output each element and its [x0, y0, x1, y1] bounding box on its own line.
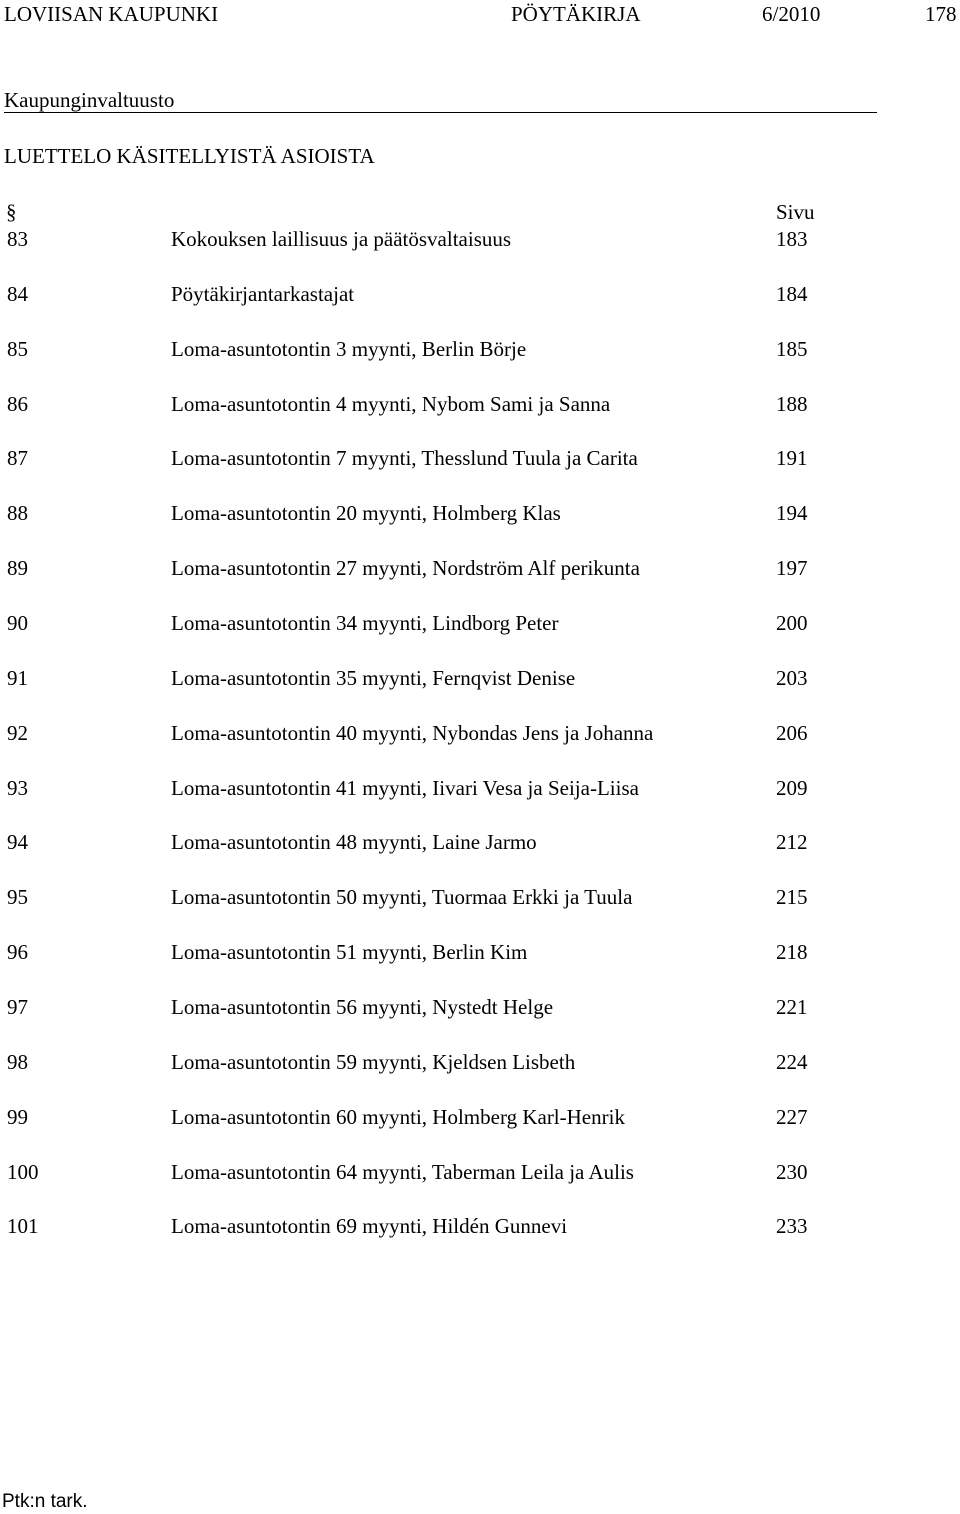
item-title: Loma-asuntotontin 60 myynti, Holmberg Karl-Henrik	[171, 1104, 625, 1129]
item-title: Loma-asuntotontin 40 myynti, Nybondas Jens ja Johanna	[171, 720, 654, 745]
item-number: 92	[7, 720, 28, 745]
header-meeting-number: 6/2010	[762, 2, 821, 26]
header-document-type: PÖYTÄKIRJA	[511, 2, 641, 26]
item-page: 227	[776, 1104, 808, 1129]
list-item	[0, 229, 960, 284]
item-number: 100	[7, 1159, 39, 1184]
item-number: 96	[7, 940, 28, 965]
item-page: 191	[776, 446, 808, 471]
item-page: 209	[776, 775, 808, 800]
list-item	[0, 1049, 960, 1107]
item-page: 221	[776, 995, 808, 1020]
item-title: Loma-asuntotontin 50 myynti, Tuormaa Erkki ja Tuula	[171, 885, 633, 910]
item-title: Loma-asuntotontin 3 myynti, Berlin Börje	[171, 336, 527, 361]
item-page: 200	[776, 611, 808, 636]
item-title: Loma-asuntotontin 41 myynti, Iivari Vesa ja Seija-Liisa	[171, 775, 639, 800]
item-title: Loma-asuntotontin 51 myynti, Berlin Kim	[171, 940, 528, 965]
list-item	[0, 997, 960, 1052]
list-item	[0, 558, 960, 613]
item-title: Loma-asuntotontin 56 myynti, Nystedt Helge	[171, 995, 554, 1020]
item-title: Loma-asuntotontin 34 myynti, Lindborg Peter	[171, 611, 559, 636]
item-number: 97	[7, 995, 28, 1020]
list-item	[0, 503, 960, 558]
list-item	[0, 336, 960, 394]
list-item	[0, 665, 960, 723]
header-page-number: 178	[925, 2, 957, 26]
list-item	[0, 1216, 960, 1271]
item-number: 101	[7, 1214, 39, 1239]
item-page: 185	[776, 336, 808, 361]
list-item	[0, 832, 960, 887]
item-number: 94	[7, 830, 28, 855]
list-item	[0, 391, 960, 449]
body-name: Kaupunginvaltuusto	[4, 88, 175, 112]
item-page: 233	[776, 1214, 808, 1239]
item-page: 218	[776, 940, 808, 965]
item-page: 184	[776, 281, 808, 306]
item-list	[0, 229, 960, 1271]
item-page: 188	[776, 391, 808, 416]
item-page: 194	[776, 501, 808, 526]
item-number: 99	[7, 1104, 28, 1129]
page-column-header: Sivu	[776, 200, 815, 224]
item-number: 90	[7, 611, 28, 636]
list-item	[0, 448, 960, 503]
item-number: 87	[7, 446, 28, 471]
item-page: 212	[776, 830, 808, 855]
item-number: 83	[7, 227, 28, 251]
header-organization: LOVIISAN KAUPUNKI	[4, 2, 219, 26]
item-title: Loma-asuntotontin 59 myynti, Kjeldsen Lisbeth	[171, 1049, 576, 1074]
list-item	[0, 720, 960, 778]
item-page: 224	[776, 1049, 808, 1074]
item-page: 183	[776, 227, 808, 251]
item-title: Kokouksen laillisuus ja päätösvaltaisuus	[171, 227, 512, 251]
item-number: 89	[7, 556, 28, 581]
item-number: 85	[7, 336, 28, 361]
list-item	[0, 281, 960, 339]
item-title: Pöytäkirjantarkastajat	[171, 281, 355, 306]
item-title: Loma-asuntotontin 64 myynti, Taberman Leila ja Aulis	[171, 1159, 634, 1184]
item-title: Loma-asuntotontin 7 myynti, Thesslund Tuula ja Carita	[171, 446, 638, 471]
item-number: 88	[7, 501, 28, 526]
item-page: 215	[776, 885, 808, 910]
item-page: 197	[776, 556, 808, 581]
list-item	[0, 1159, 960, 1217]
item-number: 91	[7, 665, 28, 690]
body-name-underline	[4, 112, 877, 113]
list-item	[0, 775, 960, 833]
item-title: Loma-asuntotontin 20 myynti, Holmberg Klas	[171, 501, 561, 526]
item-title: Loma-asuntotontin 35 myynti, Fernqvist Denise	[171, 665, 576, 690]
list-item	[0, 942, 960, 997]
section-sign-column-header: §	[6, 200, 17, 224]
footer-initials-label: Ptk:n tark.	[2, 1491, 88, 1512]
list-title: LUETTELO KÄSITELLYISTÄ ASIOISTA	[4, 144, 375, 168]
item-page: 203	[776, 665, 808, 690]
item-number: 84	[7, 281, 28, 306]
item-title: Loma-asuntotontin 4 myynti, Nybom Sami ja Sanna	[171, 391, 611, 416]
list-item	[0, 613, 960, 668]
item-number: 98	[7, 1049, 28, 1074]
list-item	[0, 887, 960, 942]
item-title: Loma-asuntotontin 27 myynti, Nordström Alf perikunta	[171, 556, 640, 581]
item-page: 230	[776, 1159, 808, 1184]
item-number: 93	[7, 775, 28, 800]
item-title: Loma-asuntotontin 69 myynti, Hildén Gunnevi	[171, 1214, 568, 1239]
item-number: 95	[7, 885, 28, 910]
item-number: 86	[7, 391, 28, 416]
list-item	[0, 1104, 960, 1162]
item-title: Loma-asuntotontin 48 myynti, Laine Jarmo	[171, 830, 537, 855]
item-page: 206	[776, 720, 808, 745]
